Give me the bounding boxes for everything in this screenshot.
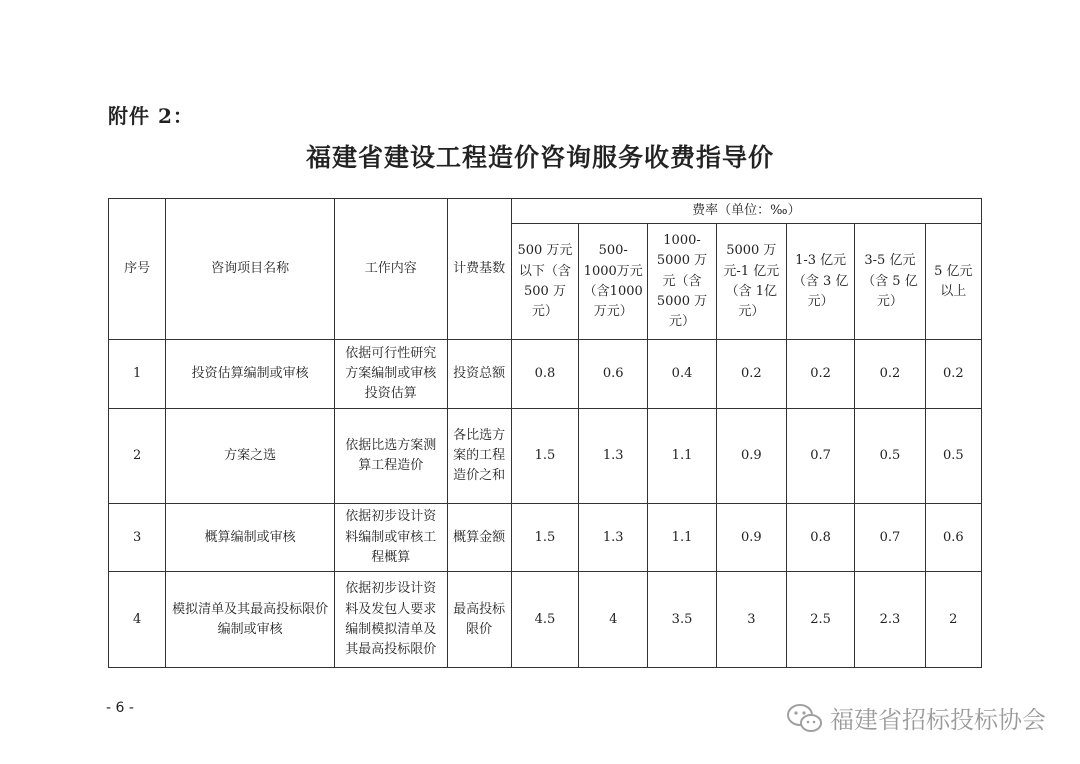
table-row xyxy=(109,340,982,409)
row-work-content: 依据可行性研究方案编制或审核投资估算 xyxy=(335,340,448,409)
header-tier: 1000-5000 万元（含5000 万元） xyxy=(648,224,716,340)
rate-cell: 0.2 xyxy=(716,340,786,409)
row-work-content: 依据初步设计资料及发包人要求编制模拟清单及其最高投标限价 xyxy=(335,572,448,668)
header-fee-basis: 计费基数 xyxy=(447,199,511,340)
rate-cell: 0.9 xyxy=(716,504,786,572)
rate-cell: 0.6 xyxy=(925,504,981,572)
rate-cell: 4 xyxy=(579,572,648,668)
rate-cell: 2.3 xyxy=(855,572,925,668)
row-project-name: 概算编制或审核 xyxy=(166,504,335,572)
rate-cell: 0.2 xyxy=(786,340,854,409)
rate-cell: 1.5 xyxy=(511,504,578,572)
wechat-icon xyxy=(786,702,824,734)
rate-cell: 0.4 xyxy=(648,340,716,409)
document-title: 福建省建设工程造价咨询服务收费指导价 xyxy=(305,143,774,172)
rate-cell: 0.2 xyxy=(855,340,925,409)
rate-cell: 1.3 xyxy=(579,409,648,504)
header-project-name: 咨询项目名称 xyxy=(166,199,335,340)
rate-cell: 0.7 xyxy=(786,409,854,504)
header-row xyxy=(109,199,982,224)
watermark xyxy=(786,700,1046,735)
rate-cell: 2.5 xyxy=(786,572,854,668)
row-work-content: 依据初步设计资料编制或审核工程概算 xyxy=(335,504,448,572)
header-tier: 5000 万元-1 亿元（含 1亿元） xyxy=(716,224,786,340)
header-rate-group: 费率（单位：‰） xyxy=(511,199,981,224)
row-fee-basis: 最高投标限价 xyxy=(447,572,511,668)
table-row xyxy=(109,409,982,504)
row-project-name: 投资估算编制或审核 xyxy=(166,340,335,409)
header-tier: 3-5 亿元（含 5 亿元） xyxy=(855,224,925,340)
row-fee-basis: 投资总额 xyxy=(447,340,511,409)
rate-cell: 1.5 xyxy=(511,409,578,504)
header-work-content: 工作内容 xyxy=(335,199,448,340)
rate-cell: 0.7 xyxy=(855,504,925,572)
rate-cell: 0.9 xyxy=(716,409,786,504)
header-tier: 1-3 亿元（含 3 亿元） xyxy=(786,224,854,340)
rate-cell: 4.5 xyxy=(511,572,578,668)
rate-cell: 1.3 xyxy=(579,504,648,572)
rate-cell: 1.1 xyxy=(648,409,716,504)
row-seq: 2 xyxy=(109,409,166,504)
rate-cell: 0.6 xyxy=(579,340,648,409)
rate-cell: 3.5 xyxy=(648,572,716,668)
row-fee-basis: 概算金额 xyxy=(447,504,511,572)
rate-cell: 0.8 xyxy=(786,504,854,572)
table-row xyxy=(109,504,982,572)
watermark-text: 福建省招标投标协会 xyxy=(830,706,1046,734)
row-seq: 3 xyxy=(109,504,166,572)
rate-cell: 1.1 xyxy=(648,504,716,572)
row-fee-basis: 各比选方案的工程造价之和 xyxy=(447,409,511,504)
header-seq: 序号 xyxy=(109,199,166,340)
rate-cell: 0.5 xyxy=(855,409,925,504)
rate-cell: 0.2 xyxy=(925,340,981,409)
attachment-label: 附件 2： xyxy=(108,104,194,128)
table-row xyxy=(109,572,982,668)
row-work-content: 依据比选方案测算工程造价 xyxy=(335,409,448,504)
row-seq: 1 xyxy=(109,340,166,409)
rate-cell: 0.5 xyxy=(925,409,981,504)
header-tier: 500 万元以下（含500 万元） xyxy=(511,224,578,340)
header-tier: 500-1000万元（含1000 万元） xyxy=(579,224,648,340)
rate-cell: 2 xyxy=(925,572,981,668)
rate-cell: 3 xyxy=(716,572,786,668)
page-number: - 6 - xyxy=(106,700,134,716)
rate-cell: 0.8 xyxy=(511,340,578,409)
row-project-name: 方案之选 xyxy=(166,409,335,504)
row-project-name: 模拟清单及其最高投标限价编制或审核 xyxy=(166,572,335,668)
header-tier: 5 亿元以上 xyxy=(925,224,981,340)
fee-table xyxy=(108,198,982,668)
row-seq: 4 xyxy=(109,572,166,668)
